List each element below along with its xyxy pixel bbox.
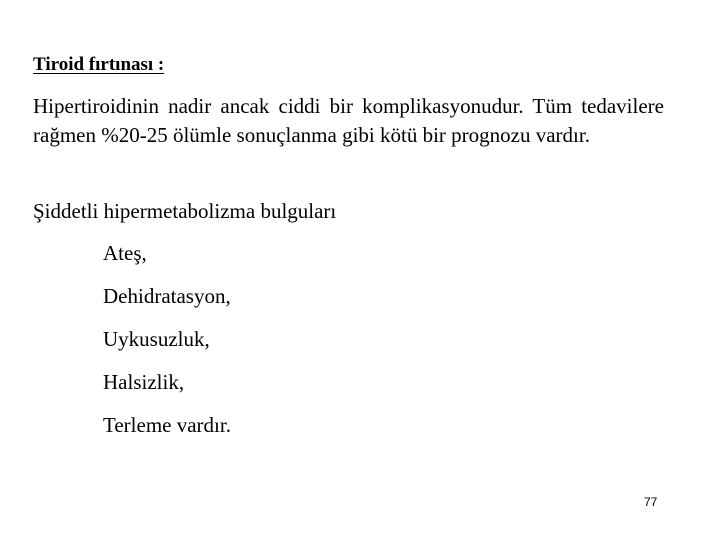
intro-paragraph: Hipertiroidinin nadir ancak ciddi bir komplikasyonudur. Tüm tedavilere rağmen %20-25 ölümle sonuçlanma gibi kötü bir prognozu vardır. [33, 94, 664, 147]
list-item: Dehidratasyon, [103, 284, 231, 308]
slide-title: Tiroid fırtınası : [33, 54, 165, 75]
list-item: Halsizlik, [103, 370, 185, 394]
symptoms-heading: Şiddetli hipermetabolizma bulguları [33, 199, 337, 223]
symptom-list [103, 239, 231, 454]
list-item: Uykusuzluk, [103, 327, 210, 351]
list-item: Ateş, [103, 241, 147, 265]
page-number: 77 [644, 495, 658, 509]
list-item: Terleme vardır. [103, 413, 231, 437]
